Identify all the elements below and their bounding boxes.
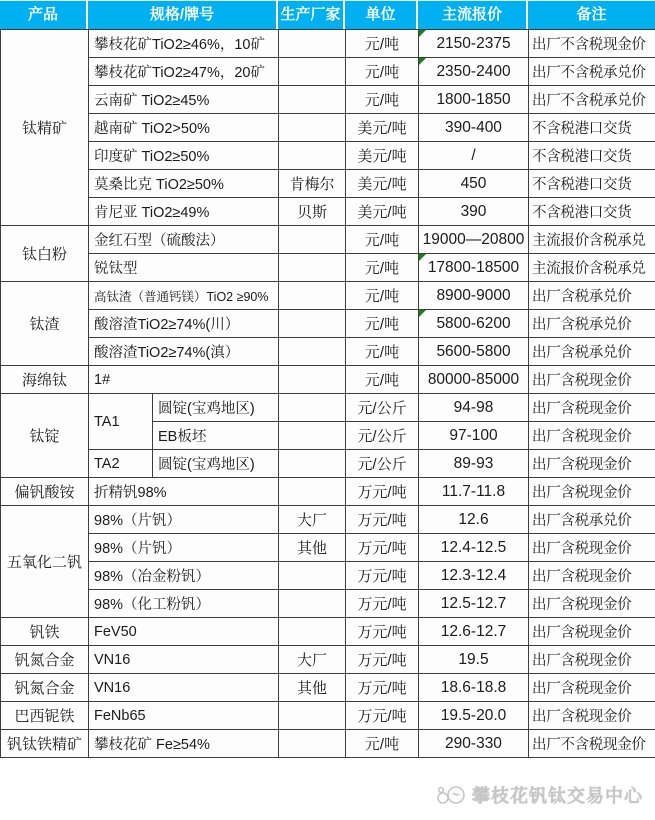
- manufacturer-cell: [279, 478, 346, 506]
- unit-cell: 美元/吨: [346, 142, 419, 170]
- manufacturer-cell: 大厂: [279, 506, 346, 534]
- manufacturer-cell: [279, 226, 346, 254]
- manufacturer-cell: [279, 730, 346, 758]
- product-cell: 五氧化二钒: [1, 506, 89, 618]
- price-cell: 5600-5800: [419, 338, 529, 366]
- manufacturer-cell: [279, 366, 346, 394]
- unit-cell: 元/公斤: [346, 450, 419, 478]
- price-cell: 2350-2400: [419, 58, 529, 86]
- note-cell: 出厂含税承兑价: [529, 310, 655, 338]
- unit-cell: 元/公斤: [346, 422, 419, 450]
- note-cell: 出厂含税承兑价: [529, 282, 655, 310]
- manufacturer-cell: [279, 282, 346, 310]
- watermark: [436, 782, 643, 808]
- note-cell: 出厂含税承兑价: [529, 506, 655, 534]
- table-row: [1, 506, 655, 534]
- unit-cell: 元/吨: [346, 730, 419, 758]
- unit-cell: 美元/吨: [346, 198, 419, 226]
- product-cell: 海绵钛: [1, 366, 89, 394]
- unit-cell: 万元/吨: [346, 646, 419, 674]
- spec-cell: 肯尼亚 TiO2≥49%: [89, 198, 279, 226]
- note-cell: 出厂含税现金价: [529, 450, 655, 478]
- manufacturer-cell: 贝斯: [279, 198, 346, 226]
- table-row: [1, 534, 655, 562]
- price-cell: 390-400: [419, 114, 529, 142]
- note-cell: 出厂含税现金价: [529, 534, 655, 562]
- note-cell: 出厂含税现金价: [529, 366, 655, 394]
- product-cell: 钒氮合金: [1, 646, 89, 674]
- table-row: [1, 394, 655, 422]
- manufacturer-cell: [279, 114, 346, 142]
- column-header-manufacturer: 生产厂家: [278, 0, 345, 29]
- product-cell: 钛渣: [1, 282, 89, 366]
- spec-cell: 高钛渣（普通钙镁）TiO2 ≥90%: [89, 282, 279, 310]
- table-row: [1, 618, 655, 646]
- unit-cell: 元/吨: [346, 366, 419, 394]
- manufacturer-cell: [279, 394, 346, 422]
- manufacturer-cell: [279, 58, 346, 86]
- spec-grade-cell: TA1: [89, 394, 153, 450]
- spec-cell: 印度矿 TiO2≥50%: [89, 142, 279, 170]
- table-row: [1, 30, 655, 58]
- unit-cell: 万元/吨: [346, 478, 419, 506]
- note-cell: 出厂含税现金价: [529, 590, 655, 618]
- manufacturer-cell: 肯梅尔: [279, 170, 346, 198]
- table-row: [1, 198, 655, 226]
- unit-cell: 元/吨: [346, 86, 419, 114]
- unit-cell: 元/吨: [346, 226, 419, 254]
- comment-flag-icon: [419, 310, 426, 317]
- note-cell: 出厂含税现金价: [529, 646, 655, 674]
- manufacturer-cell: [279, 562, 346, 590]
- table-row: [1, 254, 655, 282]
- note-cell: 出厂含税现金价: [529, 562, 655, 590]
- column-header-price: 主流报价: [418, 0, 528, 29]
- column-header-note: 备注: [528, 0, 655, 29]
- table-row: [1, 366, 655, 394]
- spec-form-cell: EB板坯: [153, 422, 279, 450]
- price-cell: 19000—20800: [419, 226, 529, 254]
- spec-cell: 锐钛型: [89, 254, 279, 282]
- unit-cell: 万元/吨: [346, 618, 419, 646]
- table-row: [1, 226, 655, 254]
- table-row: [1, 478, 655, 506]
- price-cell: 12.6: [419, 506, 529, 534]
- table-row: [1, 142, 655, 170]
- manufacturer-cell: [279, 422, 346, 450]
- product-cell: 巴西铌铁: [1, 702, 89, 730]
- price-cell: 290-330: [419, 730, 529, 758]
- product-cell: 钒氮合金: [1, 674, 89, 702]
- price-cell: 18.6-18.8: [419, 674, 529, 702]
- spec-cell: 酸溶渣TiO2≥74%(川）: [89, 310, 279, 338]
- watermark-text: 攀枝花钒钛交易中心: [472, 786, 643, 806]
- note-cell: 出厂含税现金价: [529, 674, 655, 702]
- spec-cell: 98%（片钒）: [89, 506, 279, 534]
- note-cell: 不含税港口交货: [529, 114, 655, 142]
- table-row: [1, 338, 655, 366]
- note-cell: 出厂含税现金价: [529, 478, 655, 506]
- note-cell: 出厂不含税承兑价: [529, 58, 655, 86]
- unit-cell: 万元/吨: [346, 590, 419, 618]
- product-cell: 钛精矿: [1, 30, 89, 226]
- price-cell: 12.3-12.4: [419, 562, 529, 590]
- manufacturer-cell: [279, 86, 346, 114]
- price-cell: /: [419, 142, 529, 170]
- unit-cell: 美元/吨: [346, 114, 419, 142]
- unit-cell: 元/吨: [346, 282, 419, 310]
- manufacturer-cell: [279, 618, 346, 646]
- manufacturer-cell: [279, 254, 346, 282]
- manufacturer-cell: [279, 590, 346, 618]
- price-cell: 8900-9000: [419, 282, 529, 310]
- price-cell: 80000-85000: [419, 366, 529, 394]
- spec-cell: 云南矿 TiO2≥45%: [89, 86, 279, 114]
- spec-cell: 折精钒98%: [89, 478, 279, 506]
- manufacturer-cell: 大厂: [279, 646, 346, 674]
- price-cell: 12.4-12.5: [419, 534, 529, 562]
- spec-cell: VN16: [89, 674, 279, 702]
- unit-cell: 美元/吨: [346, 170, 419, 198]
- table-row: [1, 646, 655, 674]
- unit-cell: 元/吨: [346, 338, 419, 366]
- spec-cell: 越南矿 TiO2>50%: [89, 114, 279, 142]
- unit-cell: 元/吨: [346, 58, 419, 86]
- price-cell: 12.5-12.7: [419, 590, 529, 618]
- manufacturer-cell: [279, 142, 346, 170]
- note-cell: 不含税港口交货: [529, 142, 655, 170]
- manufacturer-cell: 其他: [279, 674, 346, 702]
- unit-cell: 万元/吨: [346, 506, 419, 534]
- table-row: [1, 590, 655, 618]
- spec-grade-cell: TA2: [89, 450, 153, 478]
- unit-cell: 元/公斤: [346, 394, 419, 422]
- price-cell: 5800-6200: [419, 310, 529, 338]
- note-cell: 出厂含税现金价: [529, 394, 655, 422]
- manufacturer-cell: [279, 450, 346, 478]
- price-cell: 97-100: [419, 422, 529, 450]
- trade-center-logo-icon: [436, 783, 466, 807]
- manufacturer-cell: [279, 338, 346, 366]
- spec-form-cell: 圆锭(宝鸡地区): [153, 394, 279, 422]
- table-row: [1, 114, 655, 142]
- column-header-spec: 规格/牌号: [88, 0, 278, 29]
- spec-cell: 98%（化工粉钒）: [89, 590, 279, 618]
- comment-flag-icon: [419, 30, 426, 37]
- comment-flag-icon: [419, 58, 426, 65]
- spec-cell: 攀枝花矿TiO2≥47%，20矿: [89, 58, 279, 86]
- note-cell: 出厂含税现金价: [529, 618, 655, 646]
- manufacturer-cell: [279, 702, 346, 730]
- price-cell: 11.7-11.8: [419, 478, 529, 506]
- unit-cell: 万元/吨: [346, 534, 419, 562]
- table-row: [1, 310, 655, 338]
- note-cell: 出厂含税现金价: [529, 702, 655, 730]
- note-cell: 不含税港口交货: [529, 170, 655, 198]
- price-cell: 12.6-12.7: [419, 618, 529, 646]
- table-row: [1, 170, 655, 198]
- spec-cell: 攀枝花矿 Fe≥54%: [89, 730, 279, 758]
- table-row: [1, 562, 655, 590]
- manufacturer-cell: [279, 30, 346, 58]
- table-row: [1, 282, 655, 310]
- unit-cell: 元/吨: [346, 254, 419, 282]
- note-cell: 主流报价含税承兑: [529, 254, 655, 282]
- price-cell: 94-98: [419, 394, 529, 422]
- product-cell: 钛白粉: [1, 226, 89, 282]
- unit-cell: 元/吨: [346, 30, 419, 58]
- price-cell: 19.5: [419, 646, 529, 674]
- spec-form-cell: 圆锭(宝鸡地区): [153, 450, 279, 478]
- product-cell: 钒铁: [1, 618, 89, 646]
- unit-cell: 万元/吨: [346, 562, 419, 590]
- table-row: [1, 674, 655, 702]
- spec-cell: FeV50: [89, 618, 279, 646]
- table-row: [1, 58, 655, 86]
- table-row: [1, 730, 655, 758]
- unit-cell: 万元/吨: [346, 702, 419, 730]
- column-header-product: 产品: [0, 0, 88, 29]
- unit-cell: 元/吨: [346, 310, 419, 338]
- spec-cell: 金红石型（硫酸法）: [89, 226, 279, 254]
- product-cell: 钛锭: [1, 394, 89, 478]
- price-cell: 19.5-20.0: [419, 702, 529, 730]
- price-table: [0, 29, 655, 758]
- product-cell: 偏钒酸铵: [1, 478, 89, 506]
- spec-cell: FeNb65: [89, 702, 279, 730]
- table-row: [1, 86, 655, 114]
- note-cell: 出厂含税承兑价: [529, 338, 655, 366]
- price-cell: 1800-1850: [419, 86, 529, 114]
- price-cell: 89-93: [419, 450, 529, 478]
- manufacturer-cell: [279, 310, 346, 338]
- note-cell: 出厂含税现金价: [529, 422, 655, 450]
- manufacturer-cell: 其他: [279, 534, 346, 562]
- column-header-unit: 单位: [345, 0, 418, 29]
- comment-flag-icon: [419, 254, 426, 261]
- price-cell: 2150-2375: [419, 30, 529, 58]
- unit-cell: 万元/吨: [346, 674, 419, 702]
- spec-cell: VN16: [89, 646, 279, 674]
- spec-cell: 1#: [89, 366, 279, 394]
- note-cell: 主流报价含税承兑: [529, 226, 655, 254]
- product-cell: 钒钛铁精矿: [1, 730, 89, 758]
- spec-cell: 酸溶渣TiO2≥74%(滇）: [89, 338, 279, 366]
- table-header-row: [0, 0, 655, 29]
- note-cell: 出厂不含税承兑价: [529, 86, 655, 114]
- price-cell: 450: [419, 170, 529, 198]
- price-cell: 17800-18500: [419, 254, 529, 282]
- price-cell: 390: [419, 198, 529, 226]
- table-row: [1, 450, 655, 478]
- note-cell: 出厂不含税现金价: [529, 730, 655, 758]
- note-cell: 不含税港口交货: [529, 198, 655, 226]
- note-cell: 出厂不含税现金价: [529, 30, 655, 58]
- spec-cell: 98%（片钒）: [89, 534, 279, 562]
- table-row: [1, 702, 655, 730]
- spec-cell: 98%（冶金粉钒）: [89, 562, 279, 590]
- spec-cell: 莫桑比克 TiO2≥50%: [89, 170, 279, 198]
- spec-cell: 攀枝花矿TiO2≥46%，10矿: [89, 30, 279, 58]
